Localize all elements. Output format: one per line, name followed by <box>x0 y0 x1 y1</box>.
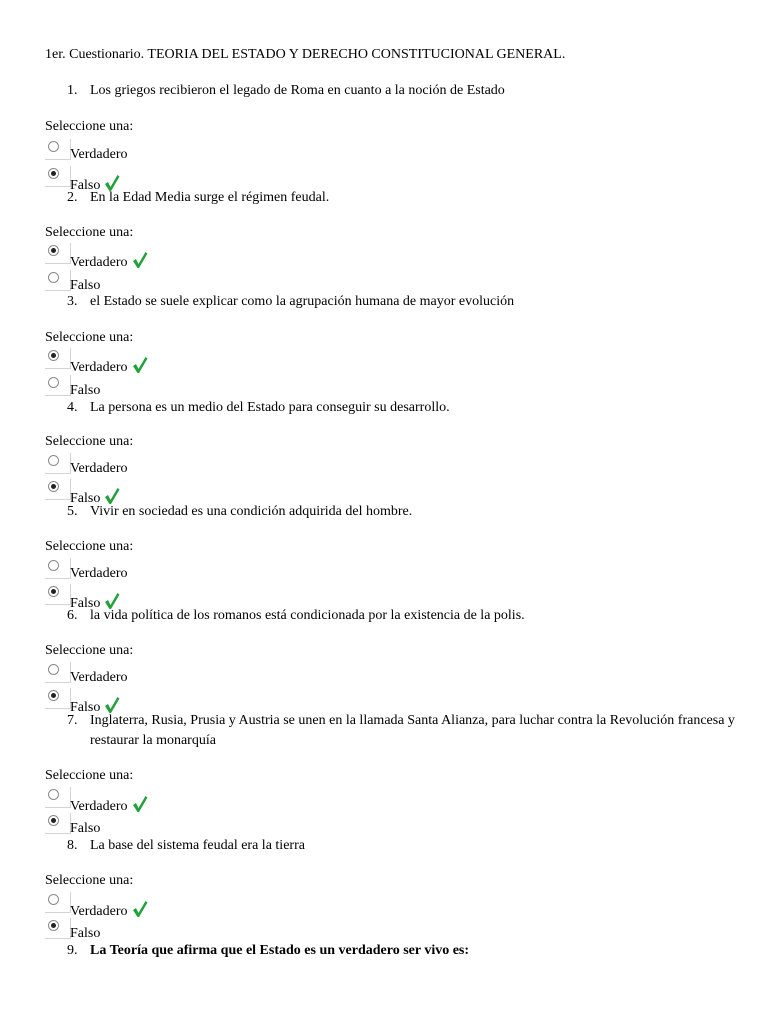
radio-button-icon[interactable] <box>48 168 59 179</box>
answer-option-falso[interactable] <box>45 166 345 193</box>
select-one-prompt: Seleccione una: <box>45 330 134 345</box>
answer-option-verdadero[interactable] <box>45 558 345 582</box>
question-number: 2. <box>67 190 78 205</box>
radio-cell <box>45 787 71 808</box>
document-title: 1er. Cuestionario. TEORIA DEL ESTADO Y DERECHO CONSTITUCIONAL GENERAL. <box>45 47 566 62</box>
option-text: Falso <box>70 821 101 836</box>
answer-option-falso[interactable] <box>45 688 345 715</box>
question-number: 3. <box>67 294 78 309</box>
option-label <box>70 821 100 837</box>
answer-option-verdadero[interactable] <box>45 243 345 270</box>
answer-option-verdadero[interactable] <box>45 348 345 375</box>
question-6 <box>67 606 737 626</box>
question-text: la vida política de los romanos está condicionada por la existencia de la polis. <box>90 608 525 623</box>
answer-option-falso[interactable] <box>45 813 345 837</box>
radio-button-icon[interactable] <box>48 377 59 388</box>
option-text: Verdadero <box>70 566 128 581</box>
answer-option-falso[interactable] <box>45 918 345 942</box>
option-label <box>70 566 128 582</box>
radio-button-icon[interactable] <box>48 272 59 283</box>
radio-cell <box>45 813 71 834</box>
option-label <box>70 795 148 815</box>
option-label <box>70 147 128 163</box>
radio-button-icon[interactable] <box>48 560 59 571</box>
radio-cell <box>45 558 71 579</box>
answer-option-verdadero[interactable] <box>45 662 345 686</box>
radio-button-icon[interactable] <box>48 586 59 597</box>
radio-button-icon[interactable] <box>48 350 59 361</box>
question-number: 7. <box>67 713 78 728</box>
question-number: 4. <box>67 400 78 415</box>
option-label <box>70 926 100 942</box>
radio-cell <box>45 375 71 396</box>
select-one-prompt: Seleccione una: <box>45 539 134 554</box>
option-text: Verdadero <box>70 670 128 685</box>
radio-button-icon[interactable] <box>48 815 59 826</box>
option-text: Falso <box>70 491 101 506</box>
option-text: Falso <box>70 700 101 715</box>
option-text: Verdadero <box>70 147 128 162</box>
question-4 <box>67 398 737 418</box>
radio-cell <box>45 453 71 474</box>
question-number: 9. <box>67 943 78 958</box>
option-text: Falso <box>70 178 101 193</box>
option-text: Falso <box>70 383 101 398</box>
question-number: 5. <box>67 504 78 519</box>
checkmark-icon <box>132 795 148 813</box>
radio-cell <box>45 892 71 913</box>
select-one-prompt: Seleccione una: <box>45 434 134 449</box>
question-text: La persona es un medio del Estado para conseguir su desarrollo. <box>90 400 450 415</box>
question-number: 6. <box>67 608 78 623</box>
answer-option-falso[interactable] <box>45 375 345 399</box>
checkmark-icon <box>132 900 148 918</box>
question-5 <box>67 502 737 522</box>
answer-option-verdadero[interactable] <box>45 892 345 919</box>
option-text: Verdadero <box>70 255 128 270</box>
select-one-prompt: Seleccione una: <box>45 643 134 658</box>
question-9 <box>67 941 737 961</box>
answer-option-verdadero[interactable] <box>45 787 345 814</box>
radio-button-icon[interactable] <box>48 455 59 466</box>
question-text: el Estado se suele explicar como la agrupación humana de mayor evolución <box>90 294 515 309</box>
option-label <box>70 251 148 271</box>
question-7 <box>67 711 737 751</box>
option-text: Verdadero <box>70 799 128 814</box>
question-text: La base del sistema feudal era la tierra <box>90 838 305 853</box>
question-8 <box>67 836 737 856</box>
question-number: 1. <box>67 83 78 98</box>
option-label <box>70 461 128 477</box>
radio-cell <box>45 270 71 291</box>
select-one-prompt: Seleccione una: <box>45 119 134 134</box>
answer-option-verdadero[interactable] <box>45 453 345 477</box>
answer-option-falso[interactable] <box>45 270 345 294</box>
select-one-prompt: Seleccione una: <box>45 768 134 783</box>
option-label <box>70 900 148 920</box>
radio-cell <box>45 918 71 939</box>
question-text: Vivir en sociedad es una condición adquirida del hombre. <box>90 504 413 519</box>
radio-button-icon[interactable] <box>48 664 59 675</box>
question-text: Inglaterra, Rusia, Prusia y Austria se unen en la llamada Santa Alianza, para luchar contra la Revolución francesa y restaurar la monarquía <box>90 713 735 748</box>
radio-cell <box>45 662 71 683</box>
radio-cell <box>45 688 71 709</box>
radio-cell <box>45 348 71 369</box>
radio-button-icon[interactable] <box>48 245 59 256</box>
radio-cell <box>45 479 71 500</box>
question-text: En la Edad Media surge el régimen feudal. <box>90 190 330 205</box>
question-text: Los griegos recibieron el legado de Roma en cuanto a la noción de Estado <box>90 83 505 98</box>
option-text: Falso <box>70 278 101 293</box>
radio-button-icon[interactable] <box>48 690 59 701</box>
answer-option-falso[interactable] <box>45 584 345 611</box>
radio-button-icon[interactable] <box>48 481 59 492</box>
option-label <box>70 670 128 686</box>
option-text: Verdadero <box>70 461 128 476</box>
radio-cell <box>45 584 71 605</box>
checkmark-icon <box>132 356 148 374</box>
radio-button-icon[interactable] <box>48 141 59 152</box>
answer-option-falso[interactable] <box>45 479 345 506</box>
question-3 <box>67 292 737 312</box>
question-1 <box>67 81 737 101</box>
option-text: Falso <box>70 926 101 941</box>
option-label <box>70 356 148 376</box>
option-label <box>70 383 100 399</box>
question-number: 8. <box>67 838 78 853</box>
answer-option-verdadero[interactable] <box>45 139 345 163</box>
question-text: La Teoría que afirma que el Estado es un verdadero ser vivo es: <box>90 943 470 958</box>
select-one-prompt: Seleccione una: <box>45 225 134 240</box>
option-text: Verdadero <box>70 360 128 375</box>
question-2 <box>67 188 737 208</box>
radio-button-icon[interactable] <box>48 789 59 800</box>
select-one-prompt: Seleccione una: <box>45 873 134 888</box>
radio-button-icon[interactable] <box>48 920 59 931</box>
radio-cell <box>45 139 71 160</box>
radio-cell <box>45 166 71 187</box>
checkmark-icon <box>132 251 148 269</box>
radio-button-icon[interactable] <box>48 894 59 905</box>
radio-cell <box>45 243 71 264</box>
option-text: Falso <box>70 596 101 611</box>
option-text: Verdadero <box>70 904 128 919</box>
